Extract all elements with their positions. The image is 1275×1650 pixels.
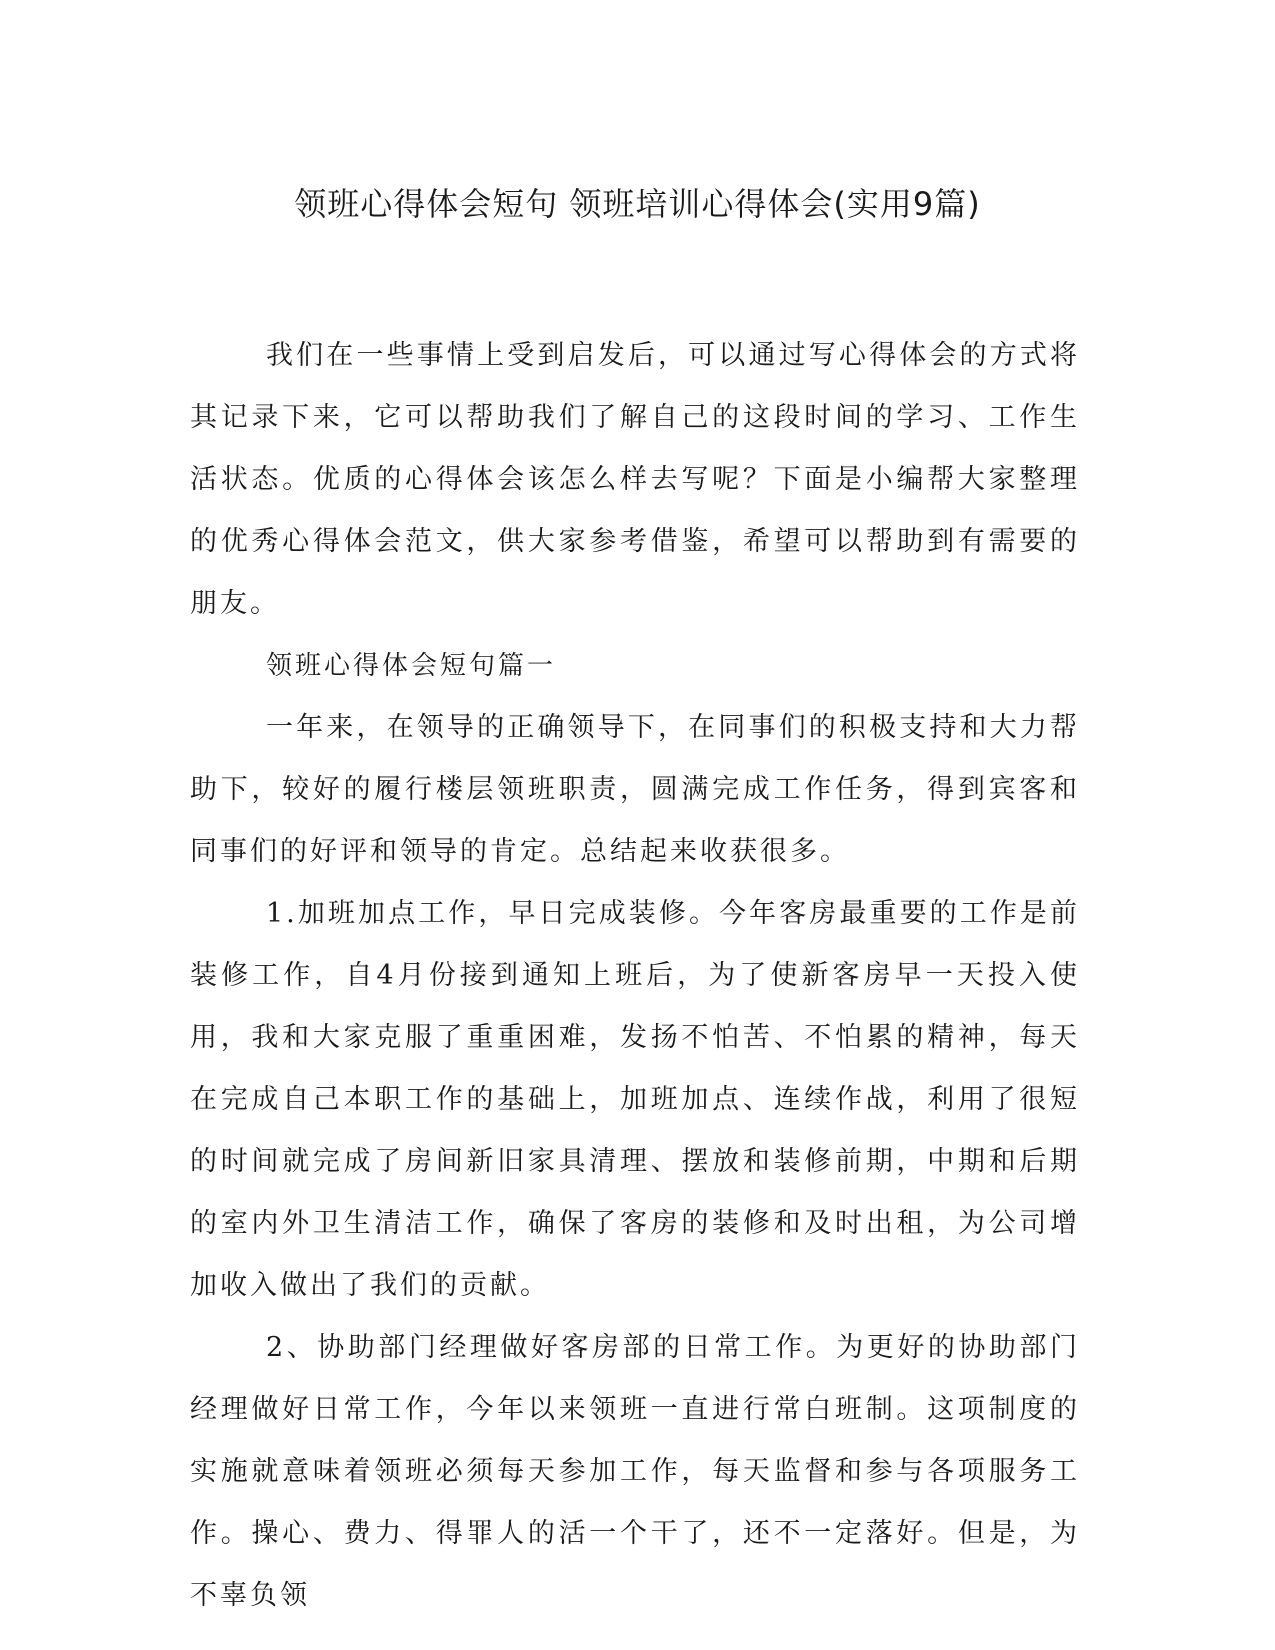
body-paragraph: 1.加班加点工作，早日完成装修。今年客房最重要的工作是前装修工作，自4月份接到通知上班后，为了使新客房早一天投入使用，我和大家克服了重重困难，发扬不怕苦、不怕累的精神，每天在完成自己本职工作的基础上，加班加点、连续作战，利用了很短的时间就完成了房间新旧家具清理、摆放和装修前期，中期和后期的室内外卫生清洁工作，确保了客房的装修和及时出租，为公司增加收入做出了我们的贡献。 <box>190 898 1080 1301</box>
body-paragraph: 2、协助部门经理做好客房部的日常工作。为更好的协助部门经理做好日常工作，今年以来领班一直进行常白班制。这项制度的实施就意味着领班必须每天参加工作，每天监督和参与各项服务工作。操心、费力、得罪人的活一个干了，还不一定落好。但是，为不辜负领 <box>190 1332 1080 1611</box>
document-title: 领班心得体会短句 领班培训心得体会(实用9篇) <box>294 185 981 223</box>
body-paragraph: 一年来，在领导的正确领导下，在同事们的积极支持和大力帮助下，较好的履行楼层领班职责，圆满完成工作任务，得到宾客和同事们的好评和领导的肯定。总结起来收获很多。 <box>190 712 1080 867</box>
document-body <box>190 325 1080 1627</box>
intro-paragraph: 我们在一些事情上受到启发后，可以通过写心得体会的方式将其记录下来，它可以帮助我们了解自己的这段时间的学习、工作生活状态。优质的心得体会该怎么样去写呢？下面是小编帮大家整理的优秀心得体会范文，供大家参考借鉴，希望可以帮助到有需要的朋友。 <box>190 340 1080 619</box>
section-heading: 领班心得体会短句篇一 <box>266 651 557 681</box>
